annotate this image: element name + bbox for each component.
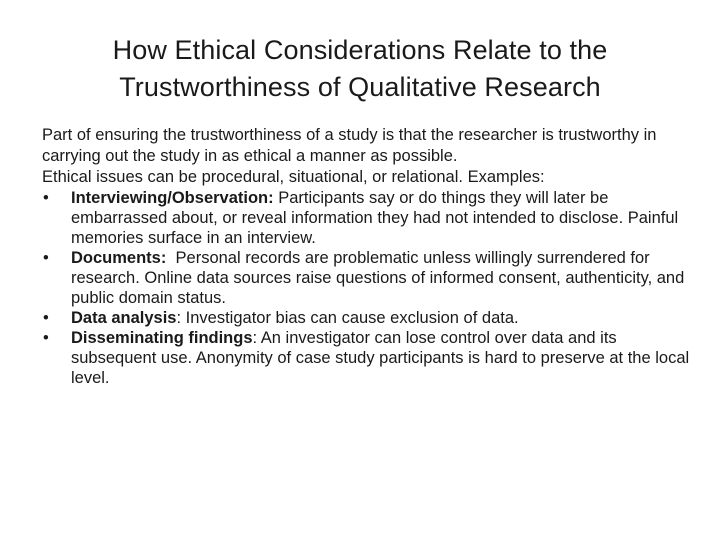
examples-list <box>42 188 692 388</box>
slide-title <box>40 32 680 106</box>
list-item-interviewing <box>42 188 692 248</box>
bullet-icon: • <box>43 309 49 327</box>
list-item-data-analysis <box>42 308 692 328</box>
intro <box>42 125 692 188</box>
bullet-text: : Investigator bias can cause exclusion of data. <box>176 309 519 327</box>
bullet-icon: • <box>43 249 49 267</box>
bullet-heading: Interviewing/Observation: <box>71 189 274 207</box>
bullet-icon: • <box>43 329 49 347</box>
bullet-heading: Data analysis <box>71 309 177 327</box>
bullet-heading: Disseminating findings <box>71 329 253 347</box>
slide-title-line-2: Trustworthiness of Qualitative Research <box>119 72 601 102</box>
list-item-disseminating <box>42 328 692 388</box>
intro-paragraph-1: Part of ensuring the trustworthiness of a study is that the researcher is trustworthy in carrying out the study in as ethical a manner as possible. <box>42 126 657 165</box>
bullet-text: Participants say or do things they will later be embarrassed about, or reveal information they had not intended to disclose. Painful memories surface in an interview. <box>71 189 679 247</box>
bullet-heading: Documents: <box>71 249 167 267</box>
slide-title-line-1: How Ethical Considerations Relate to the <box>112 35 608 65</box>
bullet-text: Personal records are problematic unless willingly surrendered for research. Online data sources raise questions of informed consent, authenticity, and public domain status. <box>71 249 689 307</box>
bullet-text: : An investigator can lose control over data and its subsequent use. Anonymity of case study participants is hard to preserve at the local level. <box>71 329 690 387</box>
bullet-icon: • <box>43 189 49 207</box>
slide-body <box>42 125 692 388</box>
list-item-documents <box>42 248 692 308</box>
intro-paragraph-2: Ethical issues can be procedural, situational, or relational. Examples: <box>42 168 545 186</box>
